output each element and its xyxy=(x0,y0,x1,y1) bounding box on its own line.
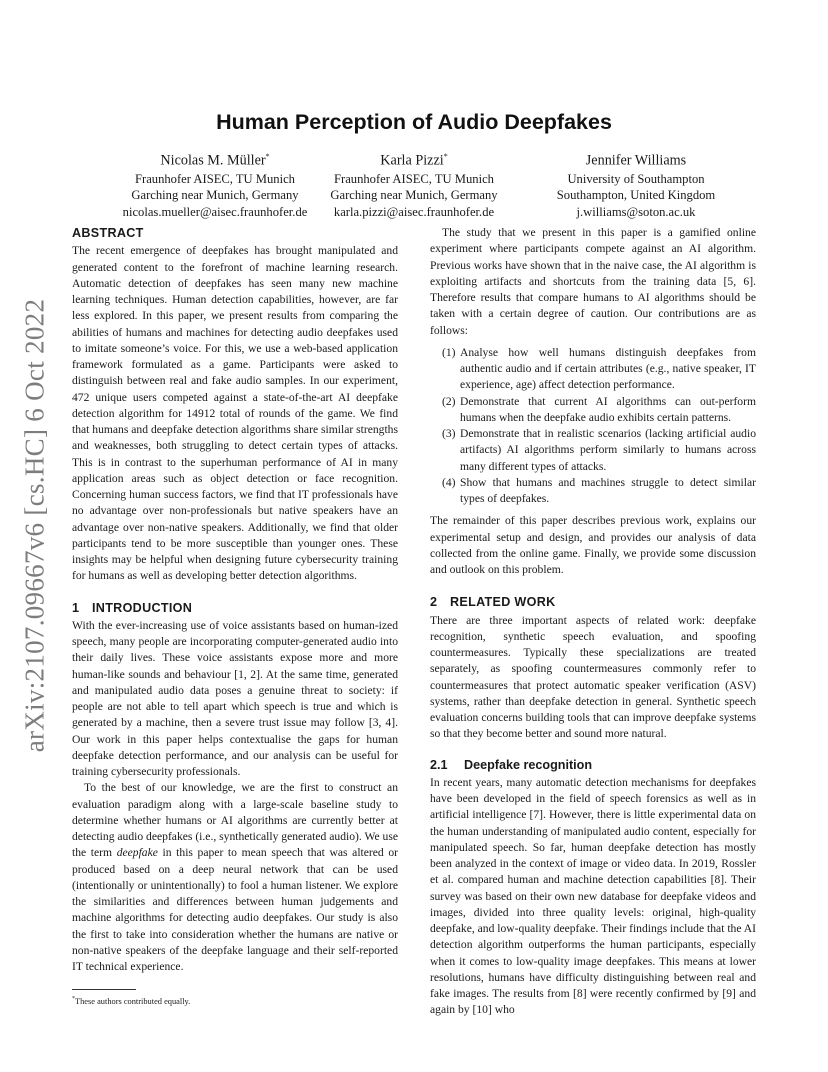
paragraph: The remainder of this paper describes previous work, explains our experimental setup and design, and provides our analysis of data collected from the online game. Finally, we provide some discussion and outlook on this problem. xyxy=(430,514,756,576)
paragraph: With the ever-increasing use of voice assistants based on human-ized speech, many people are incorporating computer-generated audio into their daily lives. These voice assistants expose more and more human-like sounds and behaviour [1, 2]. At the same time, generated and manipulated audio data poses a genuine threat to society: if people are not able to tell apart which speech is true and which is generated by a machine, then a severe trust issue may follow [3, 4]. Our work in this paper helps contextualise the gaps for human deepfake detection performance, and our analysis can be useful for training cybersecurity professionals. xyxy=(72,618,398,778)
contributions-list xyxy=(430,345,756,508)
author-name: Karla Pizzi* xyxy=(380,152,448,169)
paragraph: To the best of our knowledge, we are the first to construct an evaluation paradigm along with a large-scale baseline study to determine whether humans or AI algorithms are currently better at detecting audio deepfakes (i.e., synthetically generated audio). We use the term deepfake in this paper to mean speech that was altered or produced based on a deep neural network that can be used (intentionally or unintentionally) to fool a human listener. We explore the similarities and differences between human judgements and machine algorithms for detecting audio deepfakes. Our study is also the first to take into consideration whether the humans are native or non-native speakers of the deepfake language and their self-reported IT technical experience. xyxy=(72,781,398,973)
author-block xyxy=(536,147,736,221)
footnote: *These authors contributed equally. xyxy=(72,996,191,1007)
abstract-heading: ABSTRACT xyxy=(72,226,144,240)
author-location: Garching near Munich, Germany xyxy=(131,188,299,203)
list-item: (2) Demonstrate that current AI algorithms can out-perform humans when the deepfake audio exhibits certain patterns. xyxy=(442,394,756,424)
section-heading-related-work: 2 RELATED WORK xyxy=(430,595,556,610)
author-affiliation: Fraunhofer AISEC, TU Munich xyxy=(334,171,494,186)
author-affiliation: Fraunhofer AISEC, TU Munich xyxy=(135,171,295,186)
left-column xyxy=(72,225,398,1007)
author-location: Southampton, United Kingdom xyxy=(556,188,716,203)
author-affiliation: University of Southampton xyxy=(567,171,705,186)
abstract-text: The recent emergence of deepfakes has brought manipulated and generated content to the forefront of machine learning research. Automatic detection of deepfakes has seen many new machine learning techniques. Human detection capabilities, however, are far less explored. In this paper, we present results from comparing the abilities of humans and machines for detecting audio deepfakes used to imitate someone’s voice. For this, we use a web-based application framework formulated as a game. Participants were asked to distinguish between real and fake audio samples. In our experiment, 472 unique users competed against a state-of-the-art AI deepfake detection algorithm for 14912 total of rounds of the game. We find that humans and deepfake detection algorithms share similar strengths and weaknesses, both struggling to detect certain types of attacks. This is in contrast to the superhuman performance of AI in many application areas such as object detection or face recognition. Concerning human success factors, we find that IT professionals have no advantage over non-professionals but native speakers have an advantage over non-native speakers. Additionally, we find that older participants tend to be more susceptible than younger ones. These insights may be helpful when designing future cybersecurity training for humans as well as developing better detection algorithms. xyxy=(72,244,398,583)
paragraph: In recent years, many automatic detection mechanisms for deepfakes have been developed in the field of speech forensics as well as in artificial intelligence [7]. However, there is little experimental data on the human understanding of manipulated audio content, especially for manipulated speech. So far, human deepfake detection has mostly been analyzed in the context of image or video data. In 2019, Rossler et al. compared human and machine detection capabilities [8]. Their survey was based on their own new database for deepfake videos and images, divided into three quality levels: original, high-quality deepfake, and low-quality deepfake. Their findings include that the AI detection algorithm outperforms the human participants, especially when it comes to low-quality image deepfakes. This means at lower resolutions, humans have difficulty distinguishing between real and fake images. The results from [8] were recently confirmed by [9] and again by [10] who xyxy=(430,775,756,1017)
arxiv-watermark xyxy=(12,290,58,760)
right-column xyxy=(430,225,756,1019)
author-name: Nicolas M. Müller* xyxy=(160,152,270,169)
list-item: (1) Analyse how well humans distinguish deepfakes from authentic audio and if certain attributes (e.g., native speaker, IT experience, age) affect detection performance. xyxy=(442,345,756,392)
footnote-rule xyxy=(72,989,136,990)
section-heading-introduction: 1 INTRODUCTION xyxy=(72,600,193,615)
paragraph: The study that we present in this paper is a gamified online experiment where participants compete against an AI algorithm. Previous works have shown that in the naive case, the AI algorithm is exploiting artifacts and shortcuts from the training data [5, 6]. Therefore results that compare humans to AI algorithms should be taken with a certain degree of caution. Our contributions are as follows: xyxy=(430,226,756,337)
subsection-heading-deepfake-recognition: 2.1 Deepfake recognition xyxy=(430,757,593,772)
arxiv-watermark-text: arXiv:2107.09667v6 [cs.HC] 6 Oct 2022 xyxy=(19,298,50,752)
author-email[interactable]: j.williams@soton.ac.uk xyxy=(576,204,696,219)
list-item: (4) Show that humans and machines struggle to detect similar types of deepfakes. xyxy=(442,475,756,505)
list-item: (3) Demonstrate that in realistic scenarios (lacking artificial audio artifacts) AI algorithms perform similarly to humans across many different types of attacks. xyxy=(442,427,756,473)
paper-title: Human Perception of Audio Deepfakes xyxy=(216,110,612,134)
author-name: Jennifer Williams xyxy=(585,152,687,169)
author-email[interactable]: nicolas.mueller@aisec.fraunhofer.de xyxy=(122,204,308,219)
author-block xyxy=(314,147,514,221)
paragraph: There are three important aspects of related work: deepfake recognition, synthetic speech evaluation, and spoofing countermeasures. Typically these specializations are treated separately, as spoofing countermeasures commonly refer to countermeasures that protect automatic speaker verification (ASV) systems, rather than deepfake detection in general. Synthetic speech evaluation concerns building tools that can improve deepfake systems so that they become better and sound more natural. xyxy=(430,613,756,741)
author-block xyxy=(95,147,335,221)
author-location: Garching near Munich, Germany xyxy=(330,188,498,203)
author-email[interactable]: karla.pizzi@aisec.fraunhofer.de xyxy=(333,204,495,219)
